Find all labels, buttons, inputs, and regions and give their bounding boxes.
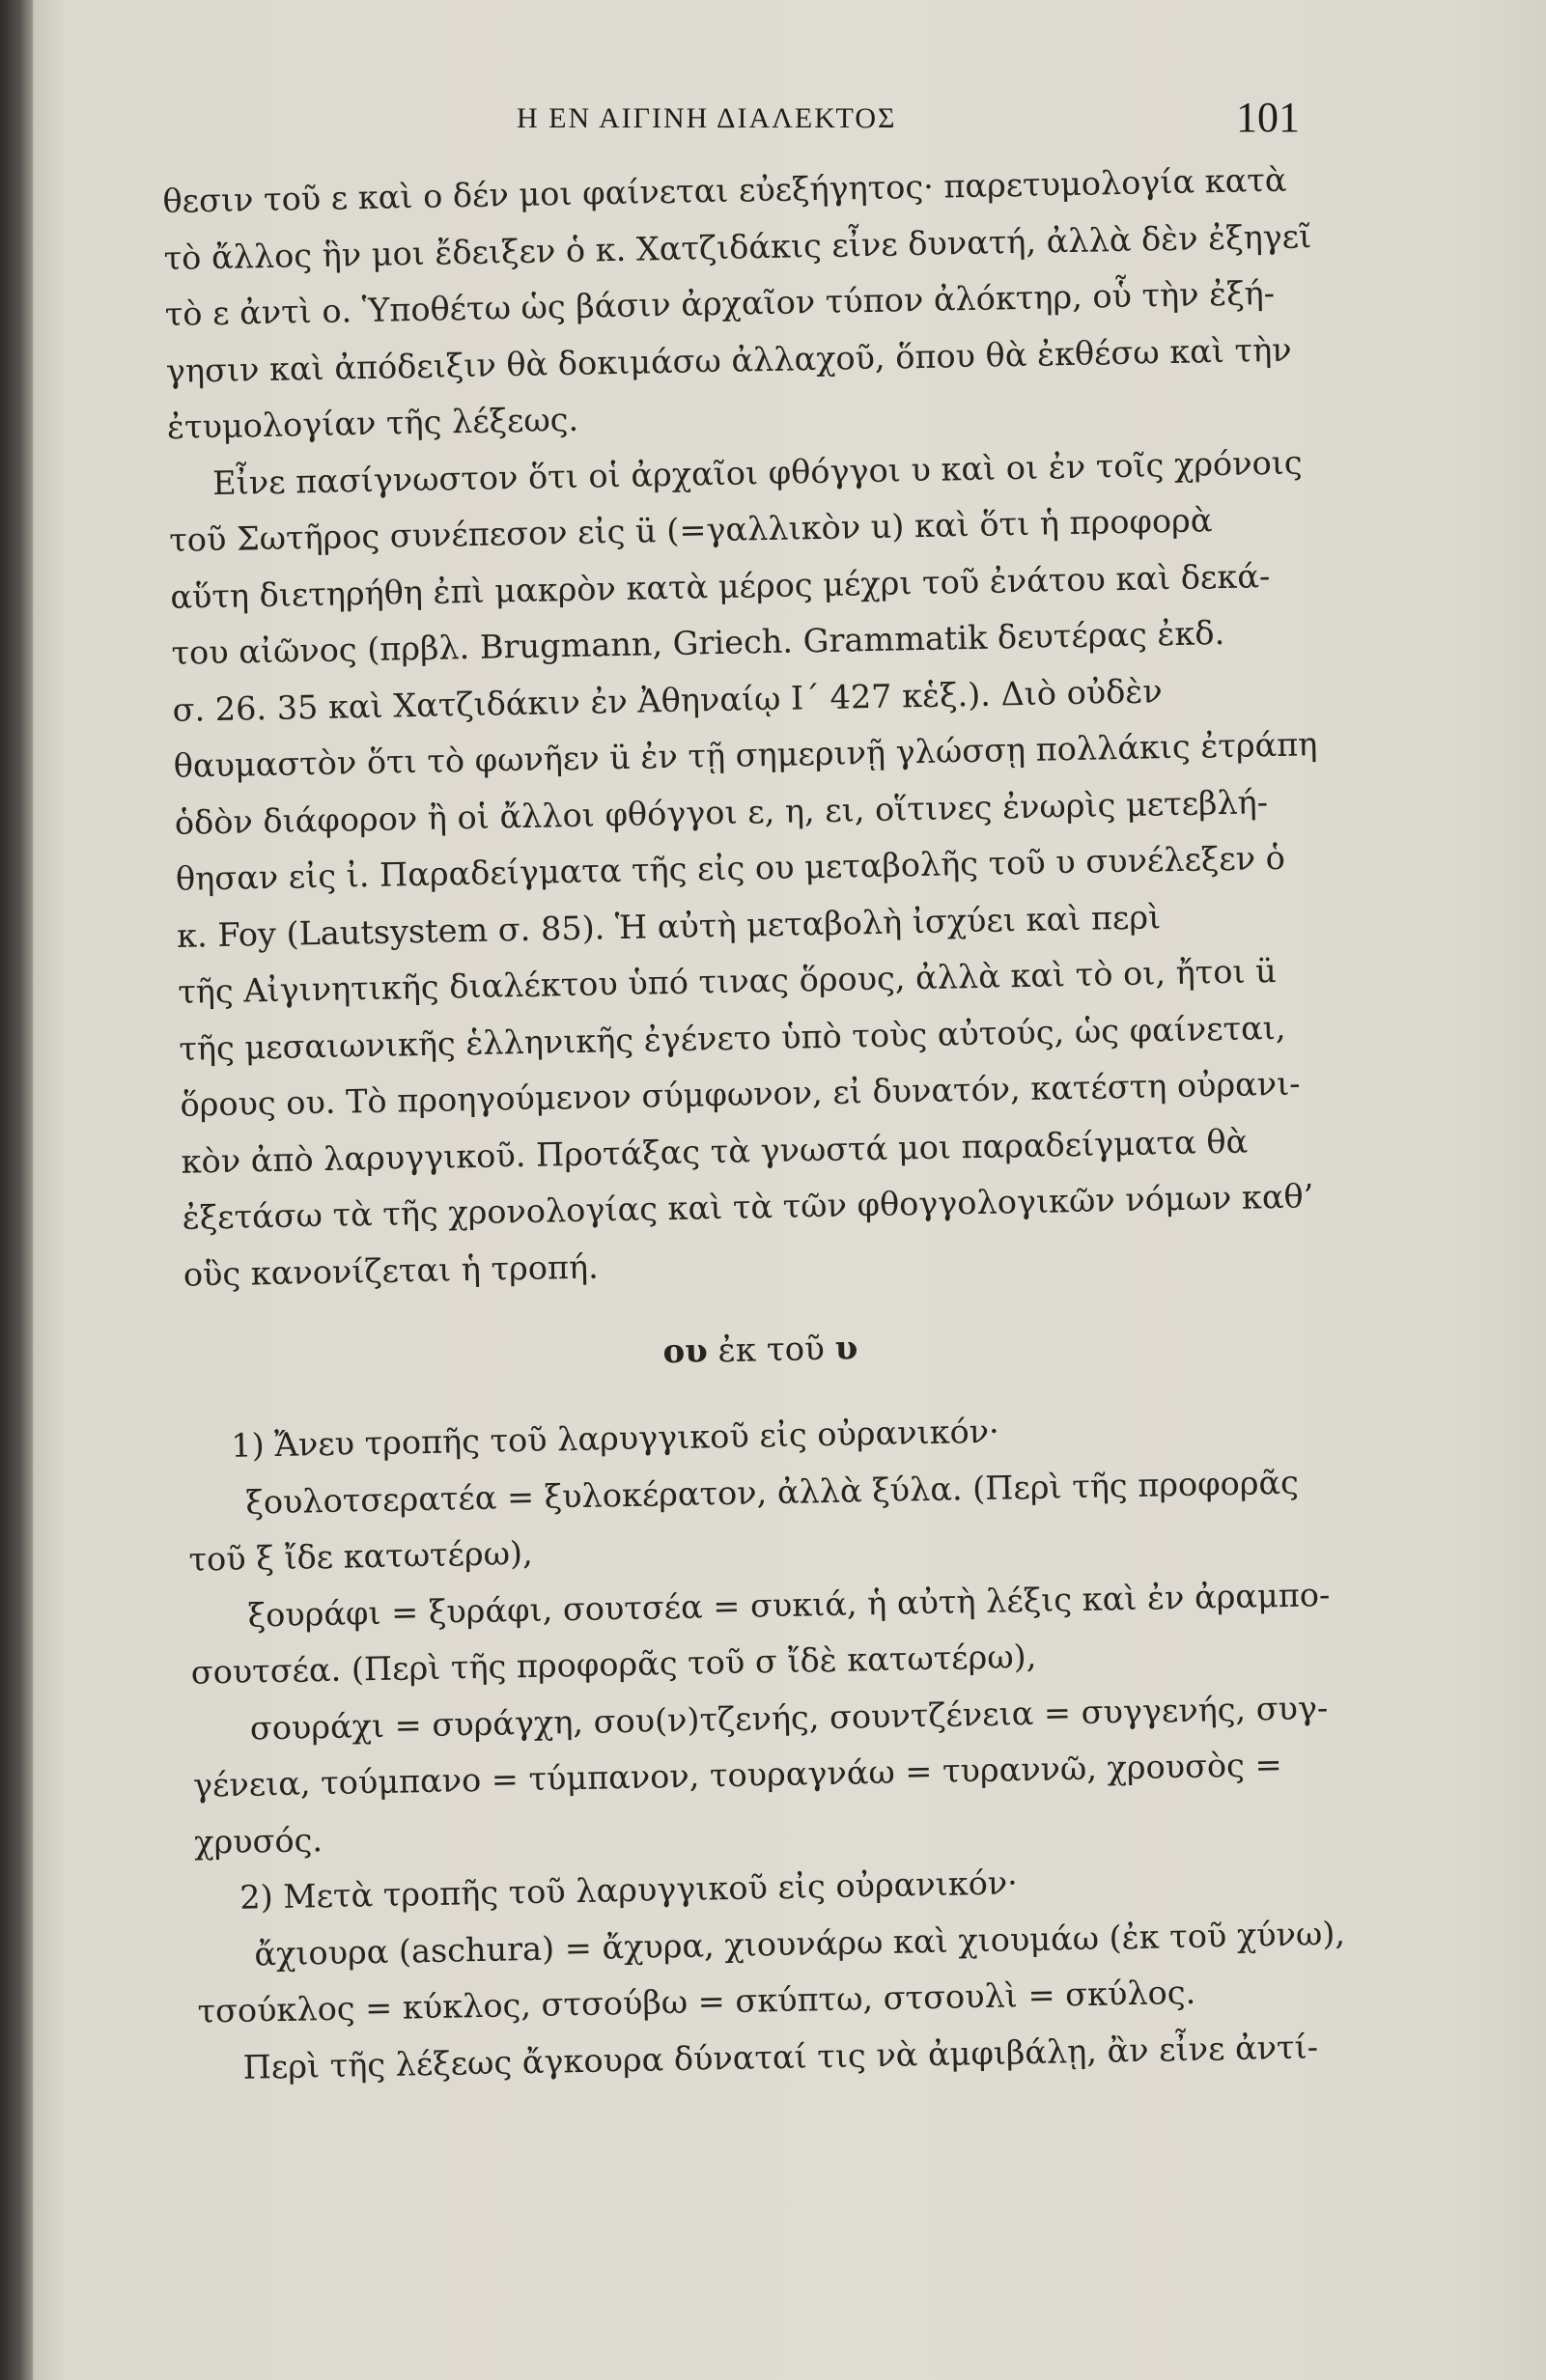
page-number: 101 xyxy=(1236,94,1300,141)
running-title: Η ΕΝ ΑΙΓΙΝΗ ΔΙΑΛΕΚΤΟΣ xyxy=(517,102,897,134)
item-2 xyxy=(195,1848,1369,2096)
text-line: ξουλοτσερατέα = ξυλοκέρατον, ἀλλὰ ξύλα. (Περὶ τῆς προφορᾶς xyxy=(245,1463,1300,1522)
text-line: ξουράφι = ξυράφι, σουτσέα = συκιά, ἡ αὐτὴ λέξις καὶ ἐν ἀραμπο- xyxy=(247,1575,1331,1635)
text-line: τοῦ ξ ἴδε κατωτέρω), xyxy=(188,1533,534,1579)
text-line: Εἶνε πασίγνωστον ὅτι οἱ ἀρχαῖοι φθόγγοι υ καὶ οι ἐν τοῖς χρόνοις xyxy=(211,442,1303,502)
text-line: κὸν ἀπὸ λαρυγγικοῦ. Προτάξας τὰ γνωστά μοι παραδείγματα θὰ xyxy=(181,1122,1249,1181)
paragraph-1 xyxy=(162,152,1337,457)
page-header xyxy=(0,93,1546,151)
section-heading-main: ου xyxy=(662,1331,709,1372)
text-line: θεσιν τοῦ ε καὶ ο δέν μοι φαίνεται εὐεξήγητος· παρετυμολογία κατὰ xyxy=(162,160,1287,220)
text-line: 2) Μετὰ τροπῆς τοῦ λαρυγγικοῦ εἰς οὐρανικόν· xyxy=(239,1863,1019,1917)
text-line: γησιν καὶ ἀπόδειξιν θὰ δοκιμάσω ἀλλαχοῦ, ὅπου θὰ ἐκθέσω καὶ τὴν xyxy=(165,330,1292,390)
book-spine-shadow xyxy=(0,0,33,2380)
text-line: του αἰῶνος (πρβλ. Brugmann, Griech. Grammatik δευτέρας ἐκδ. xyxy=(171,613,1225,672)
text-line: τῆς Αἰγινητικῆς διαλέκτου ὑπό τινας ὅρους, ἀλλὰ καὶ τὸ οι, ἤτοι ü xyxy=(177,952,1278,1011)
text-line: ἄχιουρα (aschura) = ἄχυρα, χιουνάρω καὶ χιουμάω (ἐκ τοῦ χύνω), xyxy=(254,1914,1346,1974)
text-line: ὁδὸν διάφορον ἢ οἱ ἄλλοι φθόγγοι ε, η, ει, οἵτινες ἐνωρὶς μετεβλή- xyxy=(174,782,1269,842)
text-line: θησαν εἰς ἰ. Παραδείγματα τῆς εἰς ου μεταβολῆς τοῦ υ συνέλεξεν ὁ xyxy=(175,838,1286,898)
section-heading xyxy=(183,1281,1356,1419)
text-line: τοῦ Σωτῆρος συνέπεσον εἰς ü (=γαλλικὸν u) καὶ ὅτι ἡ προφορὰ xyxy=(168,501,1213,559)
text-line: θαυμαστὸν ὅτι τὸ φωνῆεν ü ἐν τῇ σημερινῇ γλώσσῃ πολλάκις ἐτράπη xyxy=(173,725,1318,785)
section-heading-tail: υ xyxy=(834,1329,858,1368)
text-line: οὓς κανονίζεται ἡ τροπή. xyxy=(183,1247,600,1294)
text-line: αὕτη διετηρήθη ἐπὶ μακρὸν κατὰ μέρος μέχρι τοῦ ἐνάτου καὶ δεκά- xyxy=(170,556,1271,616)
paragraph-2 xyxy=(168,434,1355,1303)
text-line: 1) Ἄνευ τροπῆς τοῦ λαρυγγικοῦ εἰς οὐρανικόν· xyxy=(230,1412,1000,1465)
item-1 xyxy=(186,1396,1365,1870)
text-line: τῆς μεσαιωνικῆς ἑλληνικῆς ἐγένετο ὑπὸ τοὺς αὐτούς, ὡς φαίνεται, xyxy=(179,1008,1286,1068)
text-line: Περὶ τῆς λέξεως ἄγκουρα δύναταί τις νὰ ἀμφιβάλῃ, ἂν εἶνε ἀντί- xyxy=(242,2027,1319,2086)
text-line: τσούκλος = κύκλος, στσούβω = σκύπτω, στσουλὶ = σκύλος. xyxy=(197,1973,1196,2030)
text-line: κ. Foy (Lautsystem σ. 85). Ἡ αὐτὴ μεταβολὴ ἰσχύει καὶ περὶ xyxy=(176,897,1162,955)
text-line: σ. 26. 35 καὶ Χατζιδάκιν ἐν Ἀθηναίῳ Ι΄ 427 κἑξ.). Διὸ οὐδὲν xyxy=(172,671,1164,729)
text-line: χρυσός. xyxy=(193,1820,323,1862)
section-heading-rest: ἐκ τοῦ xyxy=(707,1329,836,1371)
text-line: ὅρους ου. Τὸ προηγούμενον σύμφωνον, εἰ δυνατόν, κατέστη οὐρανι- xyxy=(180,1064,1301,1124)
text-line: ἐξετάσω τὰ τῆς χρονολογίας καὶ τὰ τῶν φθογγολογικῶν νόμων καθ’ xyxy=(182,1177,1314,1237)
text-line: σουράχι = συράγχη, σου(ν)τζενής, σουντζένεια = συγγενής, συγ- xyxy=(249,1688,1329,1748)
text-line: γένεια, τούμπανο = τύμπανον, τουραγνάω = τυραννῶ, χρουσὸς = xyxy=(192,1746,1282,1805)
text-line: ἐτυμολογίαν τῆς λέξεως. xyxy=(166,400,579,446)
text-line: τὸ ε ἀντὶ ο. Ὑποθέτω ὡς βάσιν ἀρχαῖον τύπον ἀλόκτηρ, οὗ τὴν ἐξή- xyxy=(164,273,1276,333)
text-line: σουτσέα. (Περὶ τῆς προφορᾶς τοῦ σ ἴδὲ κατωτέρω), xyxy=(190,1637,1037,1692)
text-line: τὸ ἄλλος ἣν μοι ἔδειξεν ὁ κ. Χατζιδάκις εἶνε δυνατή, ἀλλὰ δὲν ἐξηγεῖ xyxy=(163,216,1312,277)
page-body xyxy=(162,152,1369,2097)
